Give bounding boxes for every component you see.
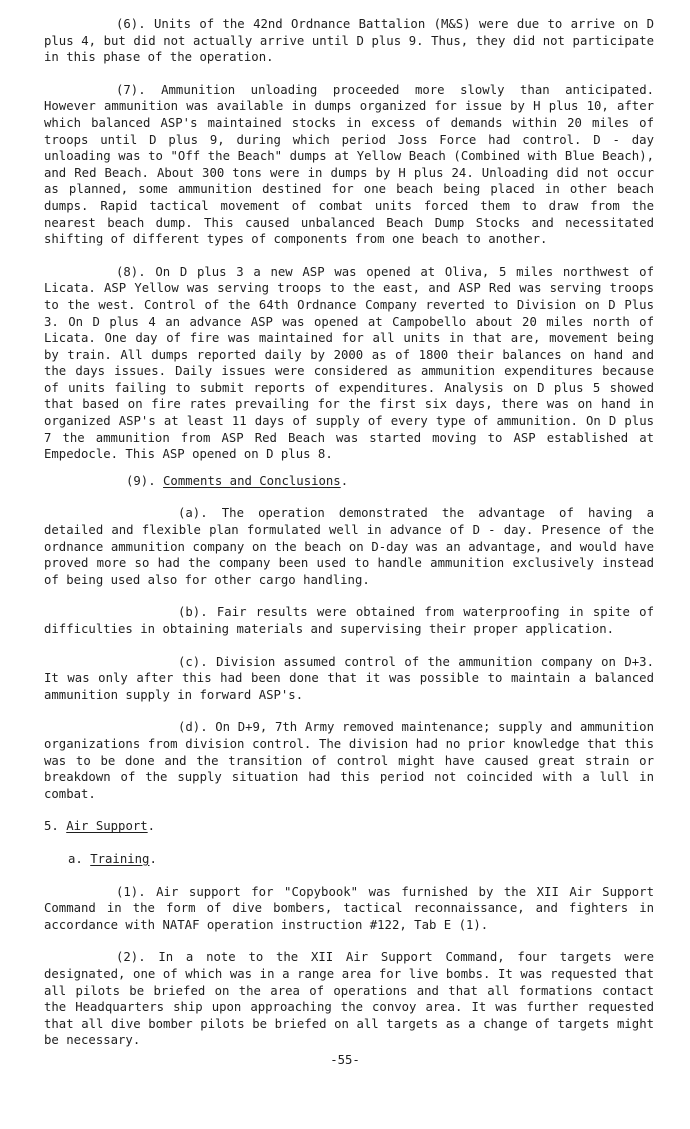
paragraph-a2: (2). In a note to the XII Air Support Command, four targets were designated, one of which was in a range area for live bombs. It was requested that all pilots be briefed on the area of operations and that all formations contact the Headquarters ship upon approaching the convoy area. It was further requested that all dive bomber pilots be briefed on all targets as a change of targets might be necessary. (44, 950, 654, 1048)
paragraph-8: (8). On D plus 3 a new ASP was opened at Oliva, 5 miles northwest of Licata. ASP Yellow was serving troops to the east, and ASP Red was serving troops to the west. Control of the 64th Ordnance Company reverted to Division on D Plus 3. On D plus 4 an advance ASP was opened at Campobello about 20 miles north of Licata. One day of fire was maintained for all units in that are, movement being by train. All dumps reported daily by 2000 as of 1800 their balances on hand and the days issues. Daily issues were considered as ammunition expenditures because of units failing to submit reports of expenditures. Analysis on D plus 5 showed that based on fire rates prevailing for the first six days, there was on hand in organized ASP's at least 11 days of supply of every type of ammunition. On D plus 7 the ammunition from ASP Red Beach was started moving to ASP established at Empedocle. This ASP opened on D plus 8. (44, 264, 654, 462)
comments-number: (9). (126, 473, 156, 488)
subsection-a-letter: a. (68, 851, 83, 866)
paragraph-9a: (a). The operation demonstrated the advantage of having a detailed and flexible plan formulated well in advance of D - day. Presence of the ordnance ammunition company on the beach on D-day was an advantage, and would have proved more so had the company been used to handle ammunition exclusively instead of being used also for other cargo handling. (44, 506, 654, 587)
subsection-a-title: Training (90, 851, 150, 866)
paragraph-9b: (b). Fair results were obtained from waterproofing in spite of difficulties in obtaining materials and supervising their proper application. (44, 605, 654, 636)
paragraph-7: (7). Ammunition unloading proceeded more slowly than anticipated. However ammunition was available in dumps organized for issue by H plus 10, after which balanced ASP's maintained stocks in excess of demands within 20 miles of troops until D plus 9, during which period Joss Force had control. D - day unloading was to "Off the Beach" dumps at Yellow Beach (Combined with Blue Beach), and Red Beach. About 300 tons were in dumps by H plus 24. Unloading did not occur as planned, some ammunition destined for one beach being placed in other beach dumps. Rapid tactical movement of combat units forced them to draw from the nearest beach dump. This caused unbalanced Beach Dump Stocks and necessitated shifting of different types of components from one beach to another. (44, 82, 654, 247)
comments-heading: (9). Comments and Conclusions. (126, 473, 349, 488)
subsection-a-heading: a. Training. (68, 851, 157, 866)
section-5-title: Air Support (66, 819, 148, 834)
paragraph-9c: (c). Division assumed control of the ammunition company on D+3. It was only after this had been done that it was possible to maintain a balanced ammunition supply in forward ASP's. (44, 654, 654, 702)
paragraph-a1: (1). Air support for "Copybook" was furnished by the XII Air Support Command in the form of dive bombers, tactical reconnaissance, and fighters in accordance with NATAF operation instruction #122, Tab E (1). (44, 884, 654, 932)
section-5-number: 5. (44, 819, 59, 834)
paragraph-6: (6). Units of the 42nd Ordnance Battalion (M&S) were due to arrive on D plus 4, but did not actually arrive until D plus 9. Thus, they did not participate in this phase of the operation. (44, 17, 654, 65)
paragraph-9d: (d). On D+9, 7th Army removed maintenance; supply and ammunition organizations from division control. The division had no prior knowledge that this was to be done and the transition of control might have caused great strain or breakdown of the supply situation had this period not coincided with a lull in combat. (44, 720, 654, 801)
page-number: -55- (330, 1053, 360, 1067)
section-5-heading: 5. Air Support. (44, 819, 156, 834)
comments-title: Comments and Conclusions (163, 473, 341, 488)
